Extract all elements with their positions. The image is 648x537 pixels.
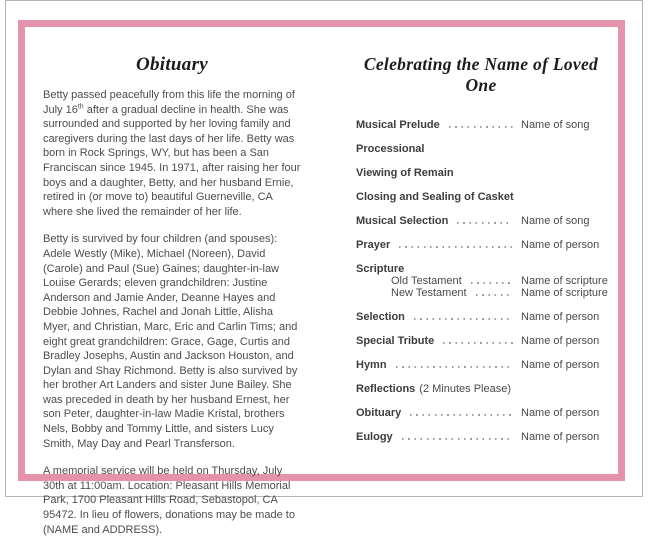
program-item-value: Name of person (521, 407, 600, 419)
program-item-value: Name of person (521, 335, 600, 347)
program-item (356, 407, 606, 419)
dot-leader (410, 414, 513, 416)
two-page-spread (25, 27, 618, 536)
dot-leader (476, 294, 513, 296)
program-item-value: Name of person (521, 431, 600, 443)
program-item-label: Selection (356, 311, 405, 323)
program-item-label: Eulogy (356, 431, 393, 443)
program-item (356, 311, 606, 323)
dot-leader (443, 342, 513, 344)
program-item-value: Name of scripture (521, 275, 608, 287)
program-item-value: Name of person (521, 359, 600, 371)
program-item (356, 359, 606, 371)
program-item-label: Hymn (356, 359, 387, 371)
obituary-paragraph-3: A memorial service will be held on Thursday, July 30th at 11:00am. Location: Pleasant Hills Memorial Park, 1700 Pleasant Hills Road, Sebastopol, CA 95472. In lieu of flowers, donations may be made to (NAME and ADDRESS). (43, 465, 295, 536)
obituary-paragraph-2: Betty is survived by four children (and spouses): Adele Westly (Mike), Michael (Noreen), David (Carole) and Paul (Sue) Gaines; daughter-in-law Louise Gerards; eleven grandchildren: Justine Anderson and Jamie Ander, Deanne Hayes and Debbie Johnes, Rachel and Jonah Little, Alisha Myer, and Christian, Marc, Eric and Carlin Tims; and eight great grandchildren: Grace, Gage, Curtis and Bradley Josephs, Austin and Jackson Houston, and Dylan and Shay Richmond. Betty is also survived by her brother Art Landers and sister June Bailey. She was preceded in death by her husband Ernest, her son Peter, daughter-in-law Madie Kristal, brothers Nels, Bobby and Tommy Little, and sisters Lucy Smith, May Day and Pearl Transferson. (43, 233, 298, 450)
obituary-page (25, 27, 325, 536)
program-item (356, 215, 606, 227)
program-item-value: Name of person (521, 239, 600, 251)
program-subitem (356, 287, 606, 299)
dot-leader (449, 126, 513, 128)
obituary-paragraph-1 (43, 88, 301, 219)
program-item-label: New Testament (391, 287, 467, 299)
program-item-value: Name of scripture (521, 287, 608, 299)
program-item-label: Obituary (356, 407, 402, 419)
program-item-note: (2 Minutes Please) (419, 383, 512, 395)
program-item (356, 383, 606, 395)
obituary-paragraph-1-rest: after a gradual decline in health. She was surrounded and supported by her loving family and caregivers during the last days of her life. Betty was born in Rock Springs, WY, but has been a San Franciscan since 1945. In 1971, after raising her four boys and a daughter, Betty, and her husband Ernie, retired in (or move to) beautiful Guerneville, CA where she lived the remainder of her life. (43, 103, 301, 218)
dot-leader (402, 438, 513, 440)
program-item (356, 263, 606, 275)
program-item-label: Old Testament (391, 275, 462, 287)
program-item-label: Reflections (356, 383, 416, 395)
program-item (356, 167, 606, 179)
program-item-label: Closing and Sealing of Casket (356, 191, 514, 203)
program-item-label: Viewing of Remain (356, 167, 454, 179)
program-item-label: Special Tribute (356, 335, 435, 347)
program-item (356, 431, 606, 443)
program-item-label: Musical Selection (356, 215, 449, 227)
ordinal-superscript: th (77, 102, 84, 110)
obituary-paragraph-1-text: Betty passed peacefully from this life the morning of July 16 (43, 89, 295, 116)
program-item (356, 143, 606, 155)
program-item (356, 119, 606, 131)
program-item-value: Name of song (521, 119, 590, 131)
order-of-service-page (325, 27, 618, 474)
program-list (356, 119, 606, 443)
dot-leader (399, 246, 513, 248)
program-item (356, 335, 606, 347)
obituary-title: Obituary (135, 54, 209, 75)
program-item (356, 191, 606, 203)
program-item-label: Processional (356, 143, 425, 155)
page-outline (5, 0, 643, 536)
dot-leader (414, 318, 513, 320)
program-item-value: Name of person (521, 311, 600, 323)
dot-leader (396, 366, 513, 368)
dot-leader (457, 222, 513, 224)
service-title: Celebrating the Name of Loved One (363, 54, 599, 95)
program-item-label: Prayer (356, 239, 391, 251)
program-item (356, 239, 606, 251)
program-item-label: Musical Prelude (356, 119, 440, 131)
program-item-label: Scripture (356, 263, 405, 275)
pink-border-frame (18, 20, 625, 536)
dot-leader (471, 282, 513, 284)
program-item-value: Name of song (521, 215, 590, 227)
program-subitem (356, 275, 606, 287)
